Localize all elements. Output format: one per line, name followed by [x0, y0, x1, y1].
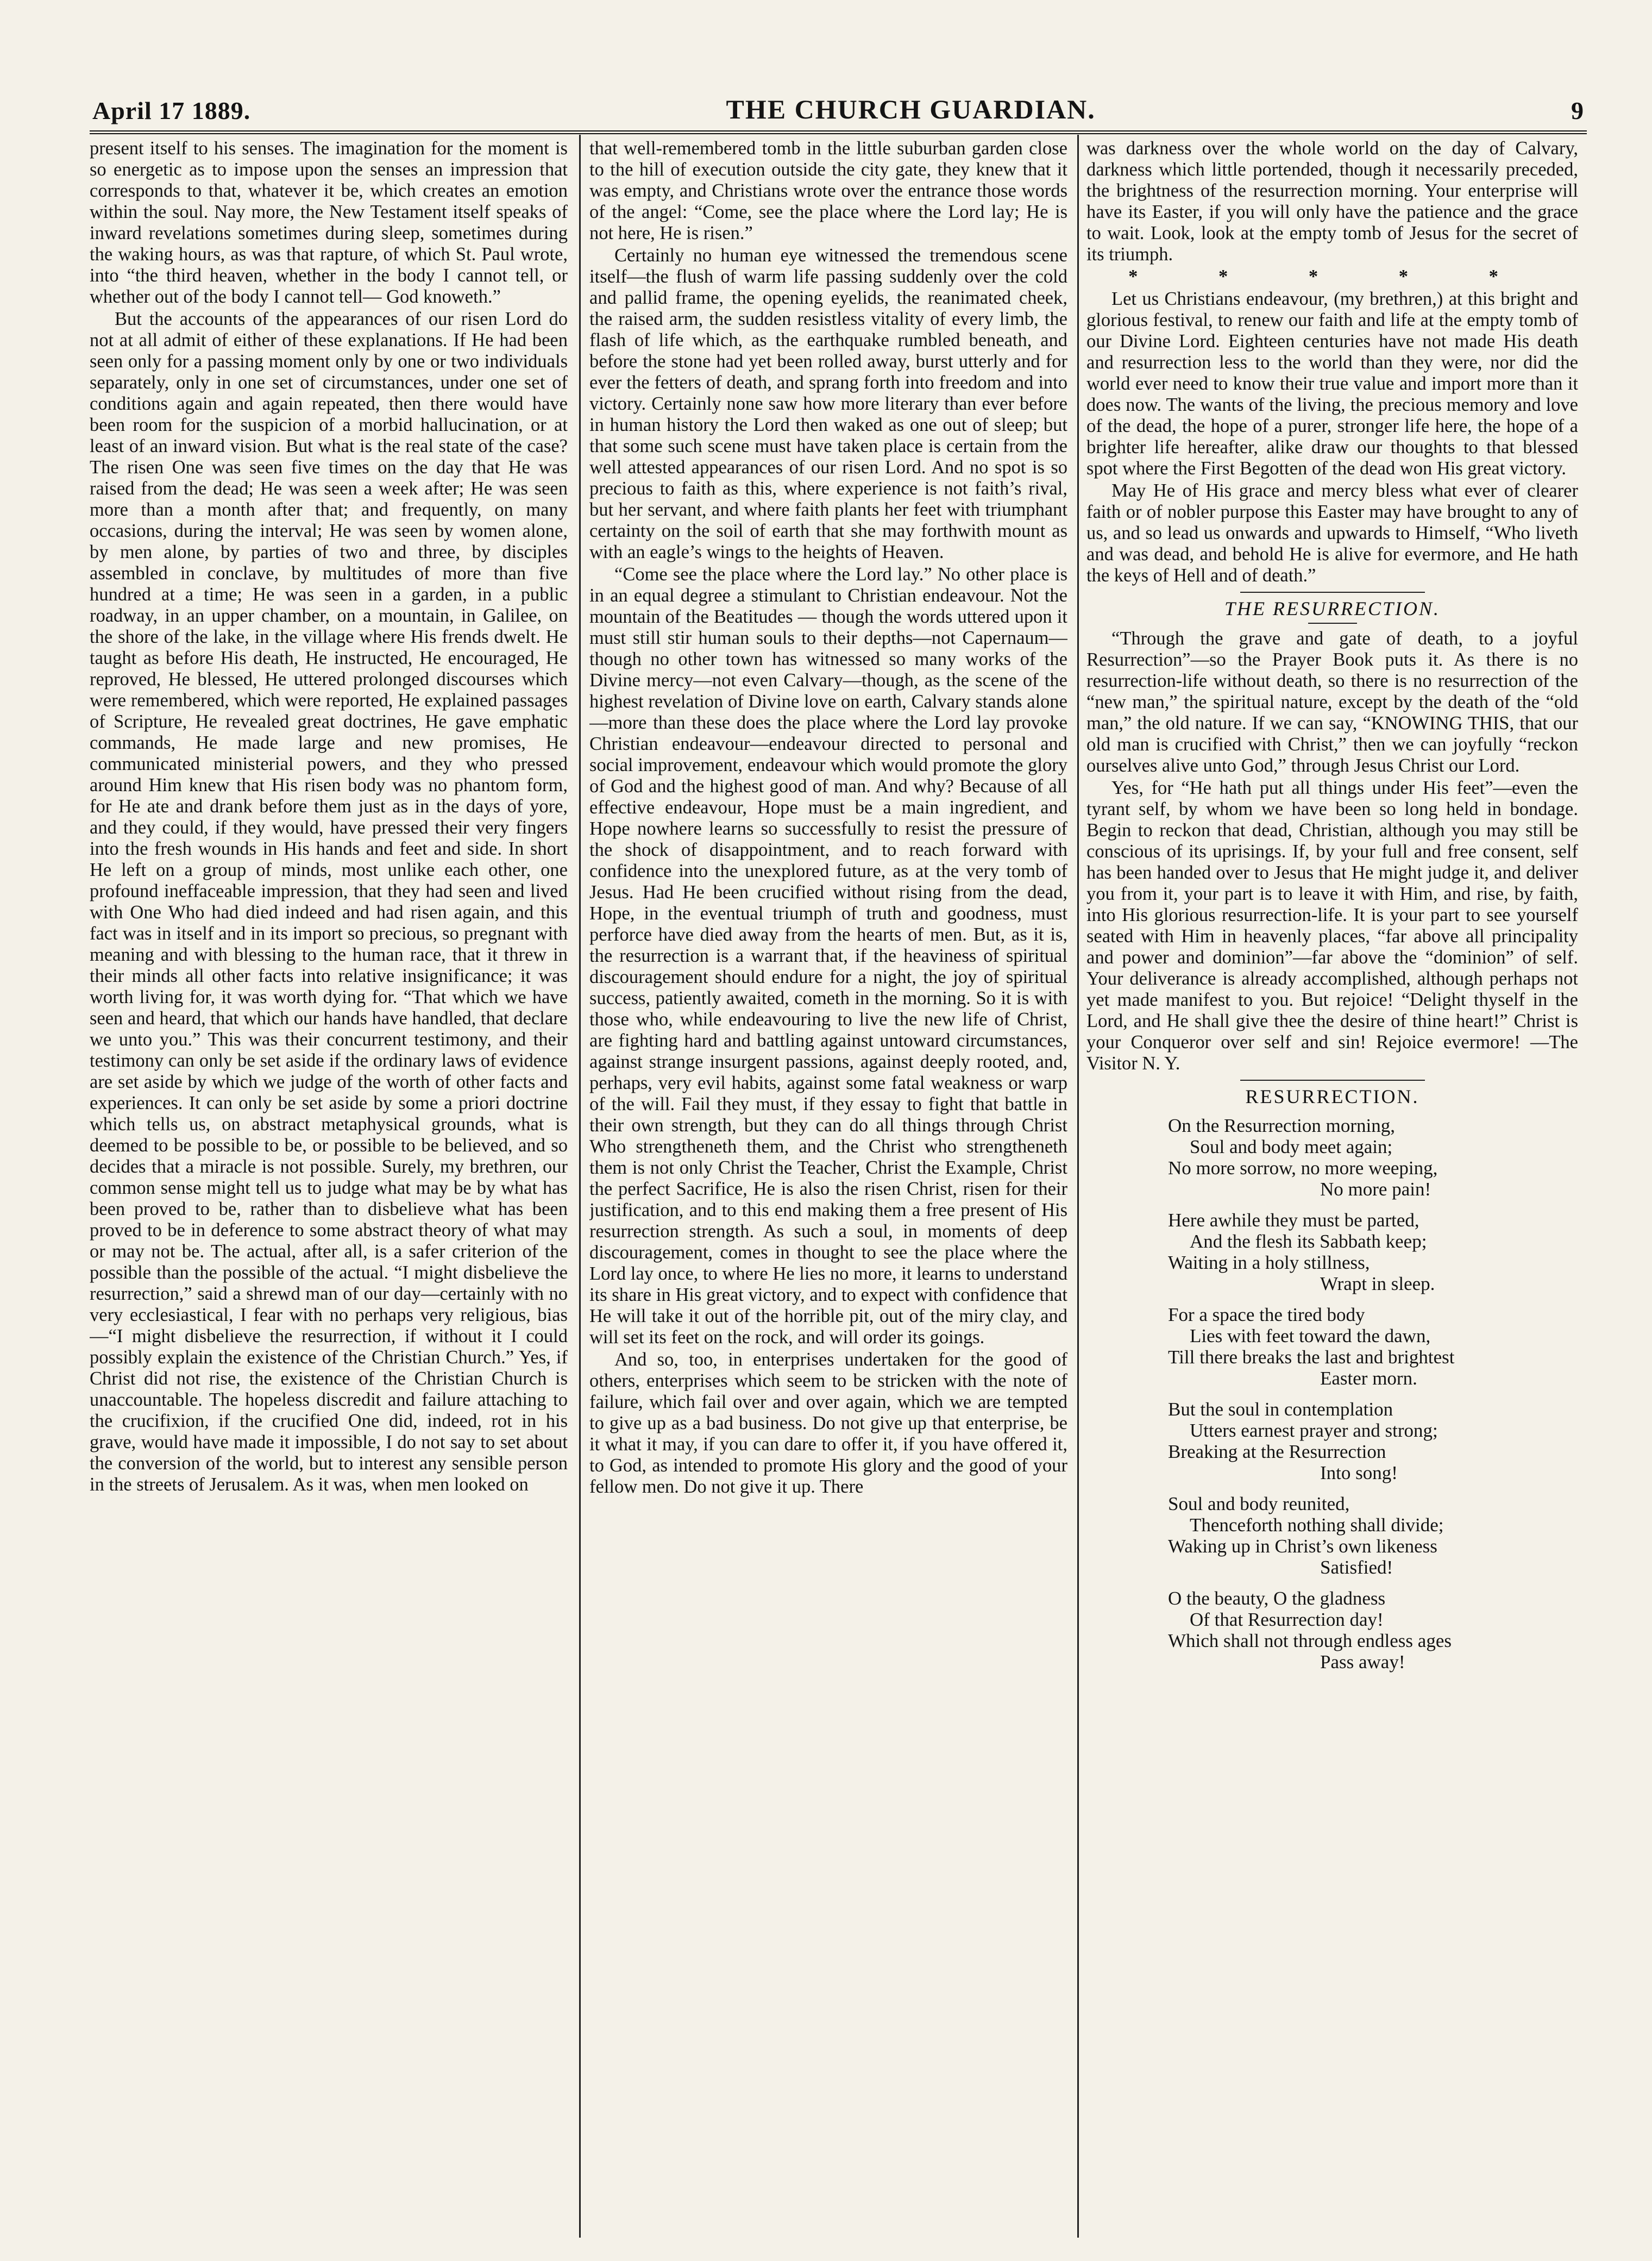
newspaper-title: THE CHURCH GUARDIAN. [726, 94, 1096, 124]
poem-line: Wrapt in sleep. [1320, 1273, 1435, 1294]
section-heading-the-resurrection: THE RESURRECTION. [1224, 598, 1440, 619]
poem-line: Of that Resurrection day! [1190, 1609, 1384, 1630]
paragraph: Yes, for “He hath put all things under His feet”—even the tyrant self, by whom we have been so long held in bondage. Begin to reckon that dead, Christian, although you may still be conscious of its uprisings. If, by your full and free consent, self has been handed over to Jesus that He might judge it, and deliver you from it, your part is to leave it with Him, and rise, by faith, into His glorious resurrection-life. It is your part to see yourself seated with Him in heavenly places, “far above all principality and power and dominion”—far above the “dominion” of self. Your deliverance is already accomplished, although perhaps not yet made manifest to you. But rejoice! “Delight thyself in the Lord, and He shall give thee the desire of thine heart!” Christ is your Conqueror over self and sin! Rejoice evermore! —The Visitor N. Y. [1086, 778, 1578, 1074]
poem-line: Waking up in Christ’s own likeness [1168, 1536, 1437, 1557]
poem-line: Here awhile they must be parted, [1168, 1210, 1419, 1231]
paragraph: “Through the grave and gate of death, to a joyful Resurrection”—so the Prayer Book puts it. As there is no resurrection-life without death, so there is no resurrection of the “new man,” the spiritual nature, except by the death of the “old man,” the old nature. If we can say, “KNOWING THIS, that our old man is crucified with Christ,” then we can joyfully “reckon ourselves alive unto God,” through Jesus Christ our Lord. [1086, 628, 1578, 776]
poem-line: Satisfied! [1320, 1557, 1393, 1578]
column-2 [589, 138, 1067, 2230]
poem-line: Lies with feet toward the dawn, [1190, 1325, 1431, 1346]
paragraph: was darkness over the whole world on the day of Calvary, darkness which little portended, though it necessarily preceded, the brightness of the resurrection morning. Your enterprise will have its Easter, if you will only have the patience and the grace to wait. Look, look at the empty tomb of Jesus for the secret of its triumph. [1086, 138, 1578, 265]
column-divider [1077, 135, 1079, 2238]
poem-line: Which shall not through endless ages [1168, 1630, 1452, 1651]
paragraph: Let us Christians endeavour, (my brethren,) at this bright and glorious festival, to renew our faith and life at the empty tomb of our Divine Lord. Eighteen centuries have not made His death and resurrection less to the world than they were, nor did the world ever need to know their true value and import more than it does now. The wants of the living, the precious memory and love of the dead, the hope of a purer, stronger life here, the hope of a brighter life hereafter, alike draw our thoughts to that blessed spot where the First Begotten of the dead won His great victory. [1086, 289, 1578, 479]
paragraph: that well-remembered tomb in the little suburban garden close to the hill of execution outside the city gate, they knew that it was empty, and Christians wrote over the entrance those words of the angel: “Come, see the place where the Lord lay; He is not here, He is risen.” [589, 138, 1067, 243]
page-number: 9 [1571, 97, 1584, 124]
section-divider [1240, 1080, 1425, 1081]
poem-line: O the beauty, O the gladness [1168, 1588, 1386, 1609]
poem-line: Soul and body reunited, [1168, 1493, 1350, 1514]
section-stars: * * * * * [1128, 266, 1536, 287]
poem-line: And the flesh its Sabbath keep; [1190, 1231, 1427, 1252]
column-divider [579, 135, 581, 2238]
paragraph: “Come see the place where the Lord lay.” No other place is in an equal degree a stimulant to Christian endeavour. Not the mountain of the Beatitudes — though the words uttered upon it must still stir human souls to their depths—not Capernaum—though no other town has witnessed so many works of the Divine mercy—not even Calvary—though, as the scene of the highest revelation of Divine love on earth, Calvary stands alone—more than these does the place where the Lord lay provoke Christian endeavour—endeavour directed to personal and social improvement, endeavour which would promote the glory of God and the highest good of man. And why? Because of all effective endeavour, Hope must be a main ingredient, and Hope nowhere learns so successfully to resist the pressure of the shock of disappointment, and to reach forward with confidence into the unexplored future, as at the very tomb of Jesus. Had He been crucified without rising from the dead, Hope, in the eventual triumph of truth and goodness, must perforce have died away from the hearts of men. But, as it is, the resurrection is a warrant that, if the heaviness of spiritual discouragement should endure for a night, the joy of spiritual success, patiently awaited, cometh in the morning. So it is with those who, while endeavouring to live the new life of Christ, are fighting hard and battling against untoward circumstances, against strange insurgent passions, against deeply rooted, and, perhaps, very evil habits, against some fatal weakness or warp of the will. Fail they must, if they essay to fight that battle in their own strength, but they can do all things through Christ Who strengtheneth them, and the Christ who strengtheneth them is not only Christ the Teacher, Christ the Example, Christ the perfect Sacrifice, He is also the risen Christ, risen for their justification, and to this end making them a free present of His resurrection strength. As such a soul, in moments of deep discouragement, comes in thought to see the place where the Lord lay once, to where He lies no more, it learns to understand its share in His great victory, and to expect with confidence that He will take it out of the horrible pit, out of the miry clay, and will set its feet on the rock, and will order its goings. [589, 564, 1067, 1348]
paragraph: May He of His grace and mercy bless what ever of clearer faith or of nobler purpose this Easter may have brought to any of us, and so lead us onwards and upwards to Himself, “Who liveth and was dead, and behold He is alive for evermore, and He hath the keys of Hell and of death.” [1086, 480, 1578, 586]
poem-line: No more sorrow, no more weeping, [1168, 1157, 1438, 1179]
poem-line: Breaking at the Resurrection [1168, 1441, 1386, 1462]
section-heading-resurrection-poem: RESURRECTION. [1245, 1086, 1419, 1107]
poem-line: Waiting in a holy stillness, [1168, 1252, 1370, 1273]
poem [1086, 1115, 1578, 1673]
poem-line: Easter morn. [1320, 1368, 1417, 1389]
poem-line: For a space the tired body [1168, 1304, 1365, 1325]
poem-line: Thenceforth nothing shall divide; [1190, 1514, 1444, 1536]
masthead [92, 82, 1584, 125]
poem-line: No more pain! [1320, 1179, 1431, 1200]
poem-stanza [1168, 1304, 1578, 1389]
paragraph: present itself to his senses. The imagination for the moment is so energetic as to impose upon the senses an impression that corresponds to that, whatever it be, which creates an emotion within the soul. Nay more, the New Testament itself speaks of inward revelations sometimes during sleep, sometimes during the waking hours, as was that rapture, of which St. Paul wrote, into “the third heaven, whether in the body I cannot tell, or whether out of the body I cannot tell— God knoweth.” [90, 138, 568, 307]
poem-line: Till there breaks the last and brightest [1168, 1346, 1455, 1368]
issue-date: April 17 1889. [92, 97, 251, 124]
heading-rule [1308, 623, 1357, 624]
column-3 [1086, 138, 1578, 2230]
poem-line: Pass away! [1320, 1651, 1405, 1673]
poem-line: But the soul in contemplation [1168, 1399, 1393, 1420]
poem-stanza [1168, 1210, 1578, 1294]
section-divider [1240, 592, 1425, 593]
poem-stanza [1168, 1588, 1578, 1673]
masthead-rule [90, 130, 1587, 134]
poem-line: Utters earnest prayer and strong; [1190, 1420, 1438, 1441]
poem-line: Soul and body meet again; [1190, 1136, 1393, 1157]
poem-stanza [1168, 1493, 1578, 1578]
poem-line: On the Resurrection morning, [1168, 1115, 1395, 1136]
poem-stanza [1168, 1115, 1578, 1200]
poem-stanza [1168, 1399, 1578, 1483]
poem-line: Into song! [1320, 1462, 1398, 1483]
paragraph: Certainly no human eye witnessed the tremendous scene itself—the flush of warm life passing suddenly over the cold and pallid frame, the opening eyelids, the reanimated cheek, the raised arm, the sudden resistless vitality of every limb, the flash of life which, as the earthquake rumbled beneath, and before the stone had yet been rolled away, burst utterly and for ever the fetters of death, and sprang forth into freedom and into victory. Certainly none saw how more literary than ever before in human history the Lord then waked as one out of sleep; but that some such scene must have taken place is certain from the well attested appearances of our risen Lord. And no spot is so precious to faith as this, where experience is not faith’s rival, but her servant, and where faith plants her feet with triumphant certainty on the soil of earth that she may forthwith mount as with an eagle’s wings to the heights of Heaven. [589, 245, 1067, 562]
column-1 [90, 138, 568, 2230]
paragraph: And so, too, in enterprises undertaken for the good of others, enterprises which seem to be stricken with the note of failure, which fail over and over again, which we are tempted to give up as a bad business. Do not give up that enterprise, be it what it may, if you can dare to offer it, if you have offered it, to God, as intended to promote His glory and the good of your fellow men. Do not give it up. There [589, 1349, 1067, 1497]
paragraph: But the accounts of the appearances of our risen Lord do not at all admit of either of these explanations. If He had been seen only for a passing moment only by one or two individuals separately, only in one set of circumstances, under one set of conditions again and again repeated, then there would have been room for the suspicion of a morbid hallucination, or at least of an inward vision. But what is the real state of the case? The risen One was seen five times on the day that He was raised from the dead; He was seen a week after; He was seen more than a month after that; and frequently, on many occasions, during the interval; He was seen by women alone, by men alone, by parties of two and three, by disciples assembled in conclave, by multitudes of more than five hundred at a time; He was seen in a garden, in a public roadway, in an upper chamber, on a mountain, in Galilee, on the shore of the lake, in the village where His frends dwelt. He taught as before His death, He instructed, He encouraged, He reproved, He blessed, He uttered prolonged discourses which were remembered, which were reported, He explained passages of Scripture, He revealed great doctrines, He gave emphatic commands, He made large and new promises, He communicated ministerial powers, and they who pressed around Him knew that His risen body was no phantom form, for He ate and drank before them just as in the days of yore, and they could, if they would, have pressed their very fingers into the fresh wounds in His hands and feet and side. In short He left on a group of minds, most unlike each other, one profound ineffaceable impression, that they had seen and lived with One Who had died indeed and had risen again, and this fact was in itself and in its import so precious, so pregnant with meaning and with blessing to the human race, that it threw in their minds all other facts into relative insignificance; it was worth living for, it was worth dying for. “That which we have seen and heard, that which our hands have handled, that declare we unto you.” This was their concurrent testimony, and their testimony can only be set aside if the ordinary laws of evidence are set aside by which we judge of the worth of other facts and experiences. It can only be set aside by some a priori doctrine which tells us, on abstract metaphysical grounds, what is deemed to be possible to be, or possible to be believed, and so decides that a miracle is not possible. Surely, my brethren, our common sense might tell us to judge what may be by what has been proved to be, rather than to disbelieve what has been proved to be in deference to some abstract theory of what may or may not be. The actual, after all, is a safer criterion of the possible than the possible of the actual. “I might disbelieve the resurrection,” said a shrewd man of our day—certainly with no very ecclesiastical, I fear with no perhaps very religious, bias—“I might disbelieve the resurrection, if without it I could possibly explain the existence of the Christian Church.” Yes, if Christ did not rise, the existence of the Christian Church is unaccountable. The hopeless discredit and failure attaching to the crucifixion, if the crucified One did, indeed, rot in his grave, would have made it impossible, I do not say to set about the conversion of the world, but to interest any sensible person in the streets of Jerusalem. As it was, when men looked on [90, 309, 568, 1495]
